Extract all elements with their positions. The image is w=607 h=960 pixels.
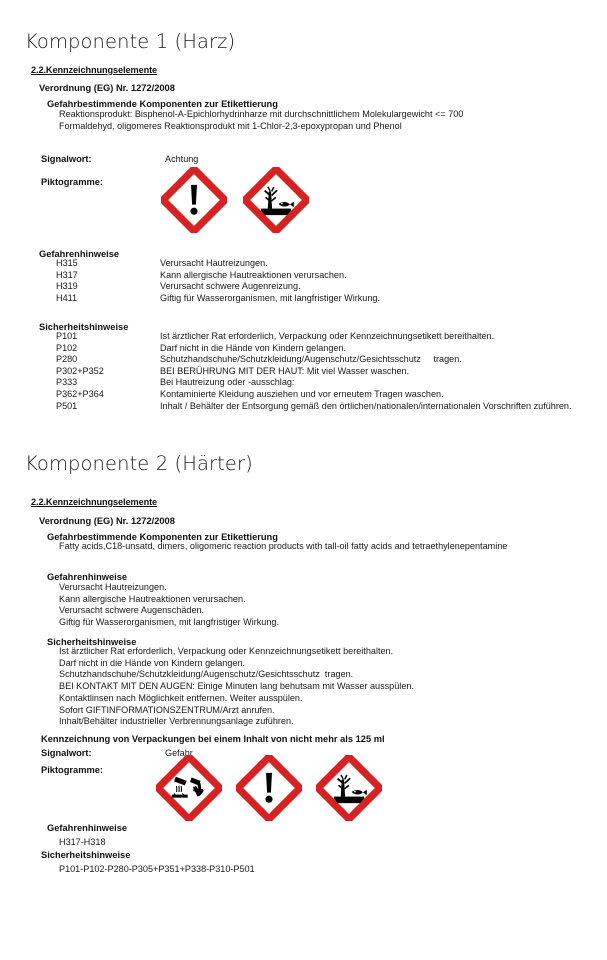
precautionary-statement-line: Kontaktlinsen nach Möglichkeit entfernen. Weiter ausspülen. <box>59 692 303 703</box>
component2-pictogram-group <box>156 755 382 821</box>
precautionary-statement-line: Schutzhandschuhe/Schutzkleidung/Augenschutz/Gesichtsschutz tragen. <box>59 669 354 680</box>
component1-hazard-statements-list <box>56 258 601 304</box>
component1-pictogram-group <box>161 167 309 233</box>
ghs09-environment-icon <box>316 755 382 821</box>
precautionary-statement-line: Darf nicht in die Hände von Kindern gelangen. <box>59 657 246 668</box>
component2-hazardous-components-list: Fatty acids,C18-unsatd, dimers, oligomeric reaction products with tall-oil fatty acids and tetraethylenepentamine <box>59 541 508 551</box>
component2-precautionary-list <box>59 646 604 728</box>
component2-regulation: Verordnung (EG) Nr. 1272/2008 <box>39 516 175 526</box>
ghs05-corrosion-icon <box>156 755 222 821</box>
hazard-statement-row: H411 Giftig für Wasserorganismen, mit langfristiger Wirkung. <box>56 292 380 303</box>
component2-final-hazard-heading: Gefahrenhinweise <box>47 823 128 833</box>
component2-small-package-note: Kennzeichnung von Verpackungen bei einem Inhalt von nicht mehr als 125 ml <box>41 734 385 744</box>
precautionary-statement-line: BEI KONTAKT MIT DEN AUGEN: Einige Minuten lang behutsam mit Wasser ausspülen. <box>59 681 414 692</box>
ghs07-exclamation-mark-icon <box>236 755 302 821</box>
component1-regulation: Verordnung (EG) Nr. 1272/2008 <box>39 83 175 93</box>
component1-signal-word-label: Signalwort: <box>41 154 92 164</box>
precautionary-statement-row: P362+P364 Kontaminierte Kleidung ausziehen und vor erneutem Tragen waschen. <box>56 388 444 399</box>
component1-precautionary-list <box>56 331 604 424</box>
component2-hazard-statements-list <box>59 582 604 629</box>
precautionary-statement-row: P101 Ist ärztlicher Rat erforderlich, Verpackung oder Kennzeichnungsetikett bereithalten. <box>56 331 495 341</box>
component2-signal-word-label: Signalwort: <box>41 748 92 758</box>
component1-signal-word-value: Achtung <box>165 154 199 164</box>
component2-hazard-statements-heading: Gefahrenhinweise <box>47 572 128 582</box>
precautionary-statement-row: P333 Bei Hautreizung oder -ausschlag: <box>56 377 295 388</box>
component1-precautionary-heading: Sicherheitshinweise <box>39 322 129 332</box>
component2-hazardous-components-heading: Gefahrbestimmende Komponenten zur Etikettierung <box>47 532 278 542</box>
component2-signal-word-value: Gefahr <box>165 748 193 758</box>
hazard-statement-row: H315 Verursacht Hautreizungen. <box>56 258 268 268</box>
component1-pictograms-label: Piktogramme: <box>41 177 103 187</box>
precautionary-statement-row: P280 Schutzhandschuhe/Schutzkleidung/Augenschutz/Gesichtsschutz tragen. <box>56 354 462 365</box>
component1-hazard-statements-heading: Gefahrenhinweise <box>39 249 120 259</box>
precautionary-statement-row: P102 Darf nicht in die Hände von Kindern gelangen. <box>56 342 347 353</box>
component2-final-precautionary-codes: P101-P102-P280-P305+P351+P338-P310-P501 <box>59 864 255 874</box>
precautionary-statement-line: Sofort GIFTINFORMATIONSZENTRUM/Arzt anrufen. <box>59 704 275 715</box>
hazard-statement-row: H319 Verursacht schwere Augenreizung. <box>56 281 301 292</box>
precautionary-statement-row: P302+P352 BEI BERÜHRUNG MIT DER HAUT: Mit viel Wasser waschen. <box>56 365 410 376</box>
component2-precautionary-heading: Sicherheitshinweise <box>47 637 137 647</box>
component1-hazardous-components-heading: Gefahrbestimmende Komponenten zur Etikettierung <box>47 99 278 109</box>
component2-section-anchor: 2.2.Kennzeichnungselemente <box>31 497 158 507</box>
component2-final-precautionary-heading: Sicherheitshinweise <box>41 850 131 860</box>
hazard-statement-row: H317 Kann allergische Hautreaktionen verursachen. <box>56 269 347 280</box>
hazard-statement-line: Kann allergische Hautreaktionen verursachen. <box>59 593 246 604</box>
component1-title: Komponente 1 (Harz) <box>25 30 236 53</box>
component2-pictograms-label: Piktogramme: <box>41 765 103 775</box>
hazard-statement-line: Verursacht Hautreizungen. <box>59 582 167 592</box>
hazard-statement-line: Verursacht schwere Augenschäden. <box>59 605 205 616</box>
component1-section-anchor: 2.2.Kennzeichnungselemente <box>31 65 158 75</box>
ghs09-environment-icon <box>243 167 309 233</box>
precautionary-statement-row: P501 Inhalt / Behälter der Entsorgung gemäß den örtlichen/nationalen/internationalen Vorschriften zuführen. <box>56 400 572 411</box>
component2-title: Komponente 2 (Härter) <box>25 452 253 475</box>
precautionary-statement-line: Inhalt/Behälter industrieller Verbrennungsanlage zuführen. <box>59 716 294 727</box>
precautionary-statement-line: Ist ärztlicher Rat erforderlich, Verpackung oder Kennzeichnungsetikett bereithalten. <box>59 646 394 656</box>
ghs07-exclamation-mark-icon <box>161 167 227 233</box>
hazard-statement-line: Giftig für Wasserorganismen, mit langfristiger Wirkung. <box>59 617 279 628</box>
component2-final-hazard-codes: H317-H318 <box>59 837 106 847</box>
component1-hazardous-components-list: Reaktionsprodukt: Bisphenol-A-Epichlorhydrinharze mit durchschnittlichem Molekulargewicht <= 700 Formaldehyd, oligomeres Reaktionsprodukt mit 1-Chlor-2,3-epoxypropan und Phenol <box>59 109 464 131</box>
